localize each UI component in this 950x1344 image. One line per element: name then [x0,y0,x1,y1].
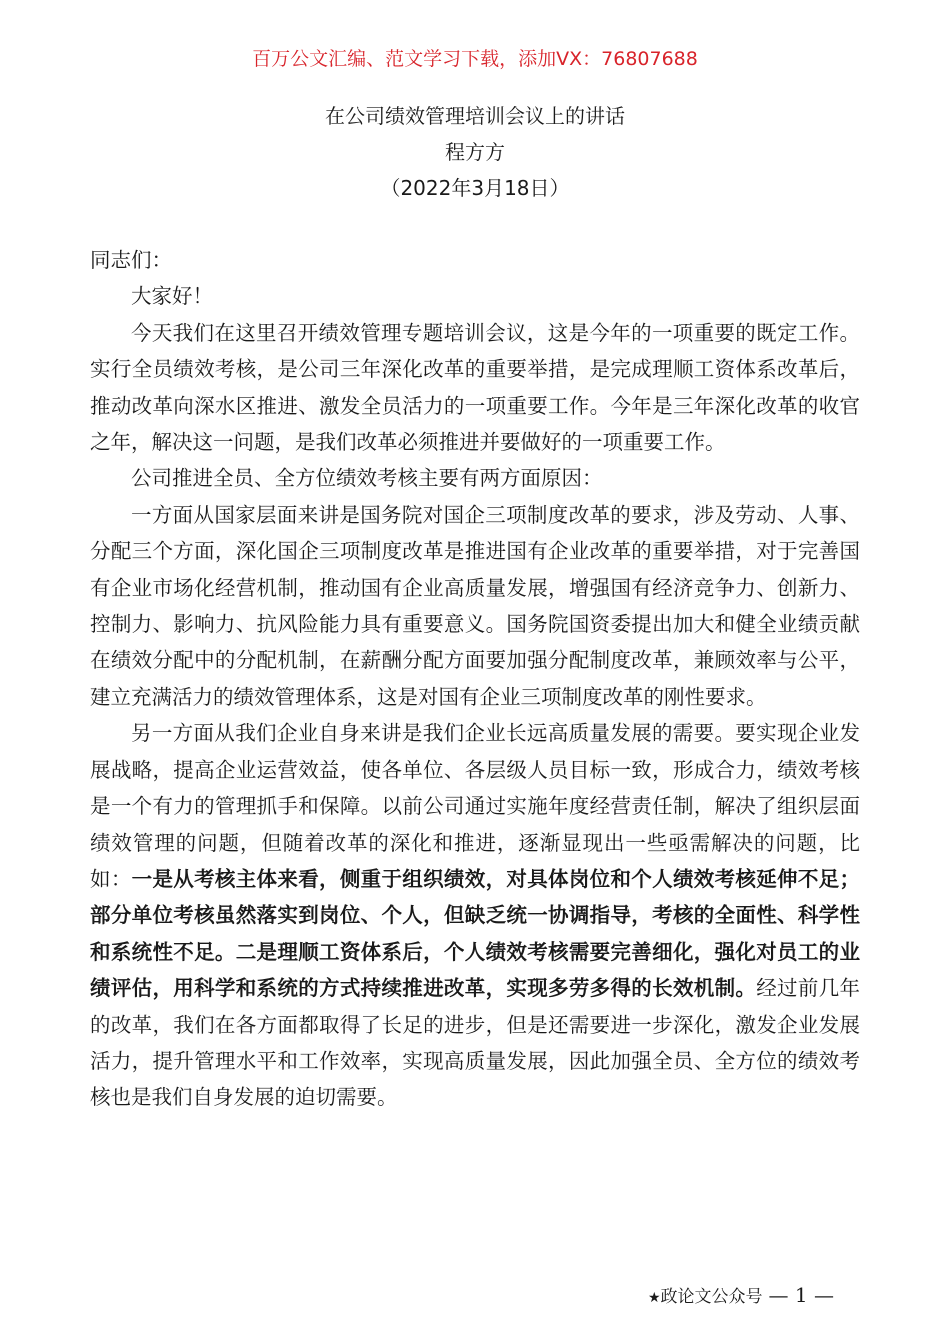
paragraph-3: 一方面从国家层面来讲是国务院对国企三项制度改革的要求，涉及劳动、人事、分配三个方面，深化国企三项制度改革是推进国有企业改革的重要举措，对于完善国有企业市场化经营机制，推动国有企业高质量发展，增强国有经济竞争力、创新力、控制力、影响力、抗风险能力具有重要意义。国务院国资委提出加大和健全业绩贡献在绩效分配中的分配机制，在薪酬分配方面要加强分配制度改革，兼顾效率与公平，建立充满活力的绩效管理体系，这是对国有企业三项制度改革的刚性要求。 [90,502,860,709]
greeting: 大家好！ [131,284,213,309]
salutation: 同志们： [90,248,172,272]
footer-source: 政论文公众号 [660,1287,763,1307]
paragraph-4-end: 经过前几年的改革，我们在各方面都取得了长足的进步，但是还需要进一步深化，激发企业发展活力，提升管理水平和工作效率，实现高质量发展，因此加强全员、全方位的绩效考核也是我们自身发展的迫切需要。 [90,976,861,1110]
star-icon: ★ [647,1290,661,1306]
page-number: — 1 — [768,1283,834,1307]
page-footer [648,1282,834,1311]
paragraph-4-bold: 一是从考核主体来看，侧重于组织绩效，对具体岗位和个人绩效考核延伸不足；部分单位考核虽然落实到岗位、个人，但缺乏统一协调指导，考核的全面性、科学性和系统性不足。二是理顺工资体系后，个人绩效考核需要完善细化，强化对员工的业绩评估，用科学和系统的方式持续推进改革，实现多劳多得的长效机制。 [90,866,860,1001]
promo-banner: 百万公文汇编、范文学习下载，添加VX：76807688 [252,48,698,70]
speech-title: 在公司绩效管理培训会议上的讲话 [325,104,625,128]
speech-body [90,242,860,1116]
speech-date: （2022年3月18日） [380,176,570,200]
paragraph-4-intro: 另一方面从我们企业自身来讲是我们企业长远高质量发展的需要。要实现企业发展战略，提高企业运营效益，使各单位、各层级人员目标一致，形成合力，绩效考核是一个有力的管理抓手和保障。以前公司通过实施年度经营责任制，解决了组织层面绩效管理的问题，但随着改革的深化和推进，逐渐显现出一些亟需解决的问题，比如： [90,721,860,891]
title-block [0,98,950,206]
speaker-name: 程方方 [445,140,505,164]
paragraph-1: 今天我们在这里召开绩效管理专题培训会议，这是今年的一项重要的既定工作。实行全员绩效考核，是公司三年深化改革的重要举措，是完成理顺工资体系改革后，推动改革向深水区推进、激发全员活力的一项重要工作。今年是三年深化改革的收官之年，解决这一问题，是我们改革必须推进并要做好的一项重要工作。 [90,320,860,455]
paragraph-4 [90,715,860,1115]
paragraph-2: 公司推进全员、全方位绩效考核主要有两方面原因： [131,466,603,491]
